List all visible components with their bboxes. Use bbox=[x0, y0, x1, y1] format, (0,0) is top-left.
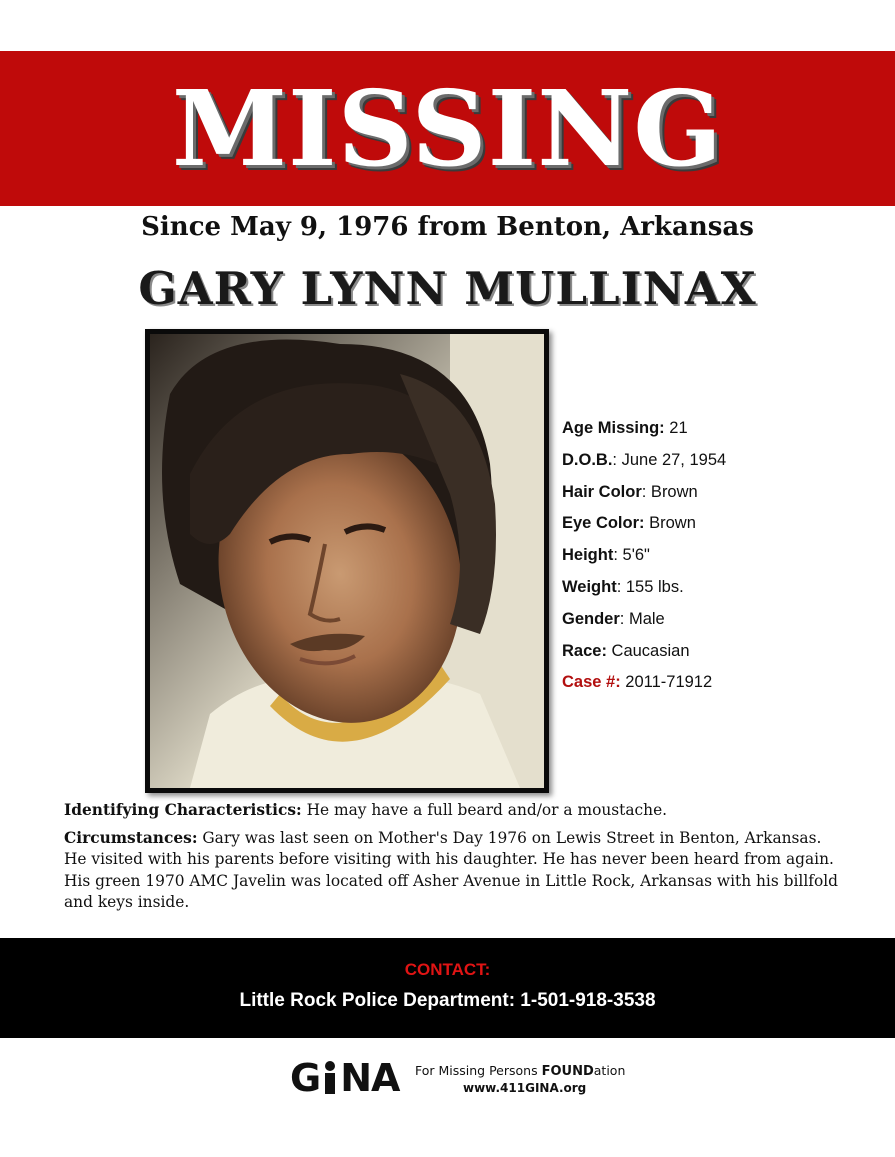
person-photo bbox=[145, 329, 549, 793]
contact-phone-line: Little Rock Police Department: 1-501-918-3538 bbox=[239, 990, 656, 1011]
fact-height bbox=[562, 540, 726, 572]
fact-label: Hair Color bbox=[562, 482, 642, 501]
fact-value: Brown bbox=[644, 514, 696, 533]
fact-label: Eye Color: bbox=[562, 514, 645, 533]
fact-case-number bbox=[562, 667, 726, 699]
person-facts bbox=[562, 413, 726, 699]
fact-dob bbox=[562, 445, 726, 477]
fact-age bbox=[562, 413, 726, 445]
contact-heading: CONTACT: bbox=[404, 960, 491, 979]
website-link[interactable]: www.411GINA.org bbox=[463, 1081, 587, 1095]
circumstances-text: Gary was last seen on Mother's Day 1976 on Lewis Street in Benton, Arkansas. He visited with his parents before visiting with his daughter. He has never been heard from again. His green 1970 AMC Javelin was located off Asher Avenue in Little Rock, Arkansas with his billfold and keys inside. bbox=[64, 828, 838, 911]
circumstances-label: Circumstances: bbox=[64, 828, 198, 847]
fact-value: Caucasian bbox=[606, 641, 690, 660]
identifying-label: Identifying Characteristics: bbox=[64, 801, 302, 819]
fact-value: : Brown bbox=[641, 482, 698, 501]
foundation-bold: FOUND bbox=[541, 1064, 594, 1079]
fact-label: Gender bbox=[562, 609, 620, 628]
fact-label: Race: bbox=[562, 641, 607, 660]
identifying-characteristics bbox=[64, 800, 844, 822]
fact-gender bbox=[562, 604, 726, 636]
missing-title: MISSING bbox=[171, 67, 724, 190]
foundation-name bbox=[415, 1063, 625, 1079]
fact-value: : June 27, 1954 bbox=[612, 450, 727, 469]
fact-label: Height bbox=[562, 546, 614, 565]
fact-label: Weight bbox=[562, 577, 617, 596]
gina-logo bbox=[290, 1056, 399, 1100]
foundation-suffix: ation bbox=[593, 1063, 626, 1078]
fact-value: 21 bbox=[664, 419, 688, 437]
logo-letter-g: G bbox=[290, 1056, 321, 1100]
fact-label: Age Missing: bbox=[562, 419, 665, 437]
fact-value: 2011-71912 bbox=[620, 673, 713, 692]
logo-letters-na: NA bbox=[340, 1056, 400, 1100]
fact-race bbox=[562, 636, 726, 668]
fact-hair bbox=[562, 477, 726, 509]
gina-footer bbox=[288, 1056, 648, 1104]
fact-weight bbox=[562, 572, 726, 604]
contact-bar bbox=[0, 938, 895, 1038]
fact-value: : Male bbox=[619, 609, 665, 628]
circumstances bbox=[64, 828, 844, 914]
case-details bbox=[64, 800, 844, 920]
identifying-text: He may have a full beard and/or a moustache. bbox=[301, 801, 668, 819]
fact-value: : 5'6" bbox=[613, 546, 650, 565]
foundation-prefix: For Missing Persons bbox=[415, 1063, 542, 1078]
person-name: GARY LYNN MULLINAX bbox=[138, 262, 757, 315]
missing-banner bbox=[0, 51, 895, 206]
fact-label: Case #: bbox=[562, 673, 621, 692]
fact-eye bbox=[562, 508, 726, 540]
fact-label: D.O.B. bbox=[562, 450, 613, 469]
fact-value: : 155 lbs. bbox=[616, 577, 684, 596]
missing-since: Since May 9, 1976 from Benton, Arkansas bbox=[141, 212, 754, 242]
portrait-illustration bbox=[150, 334, 544, 788]
person-icon bbox=[320, 1059, 340, 1093]
